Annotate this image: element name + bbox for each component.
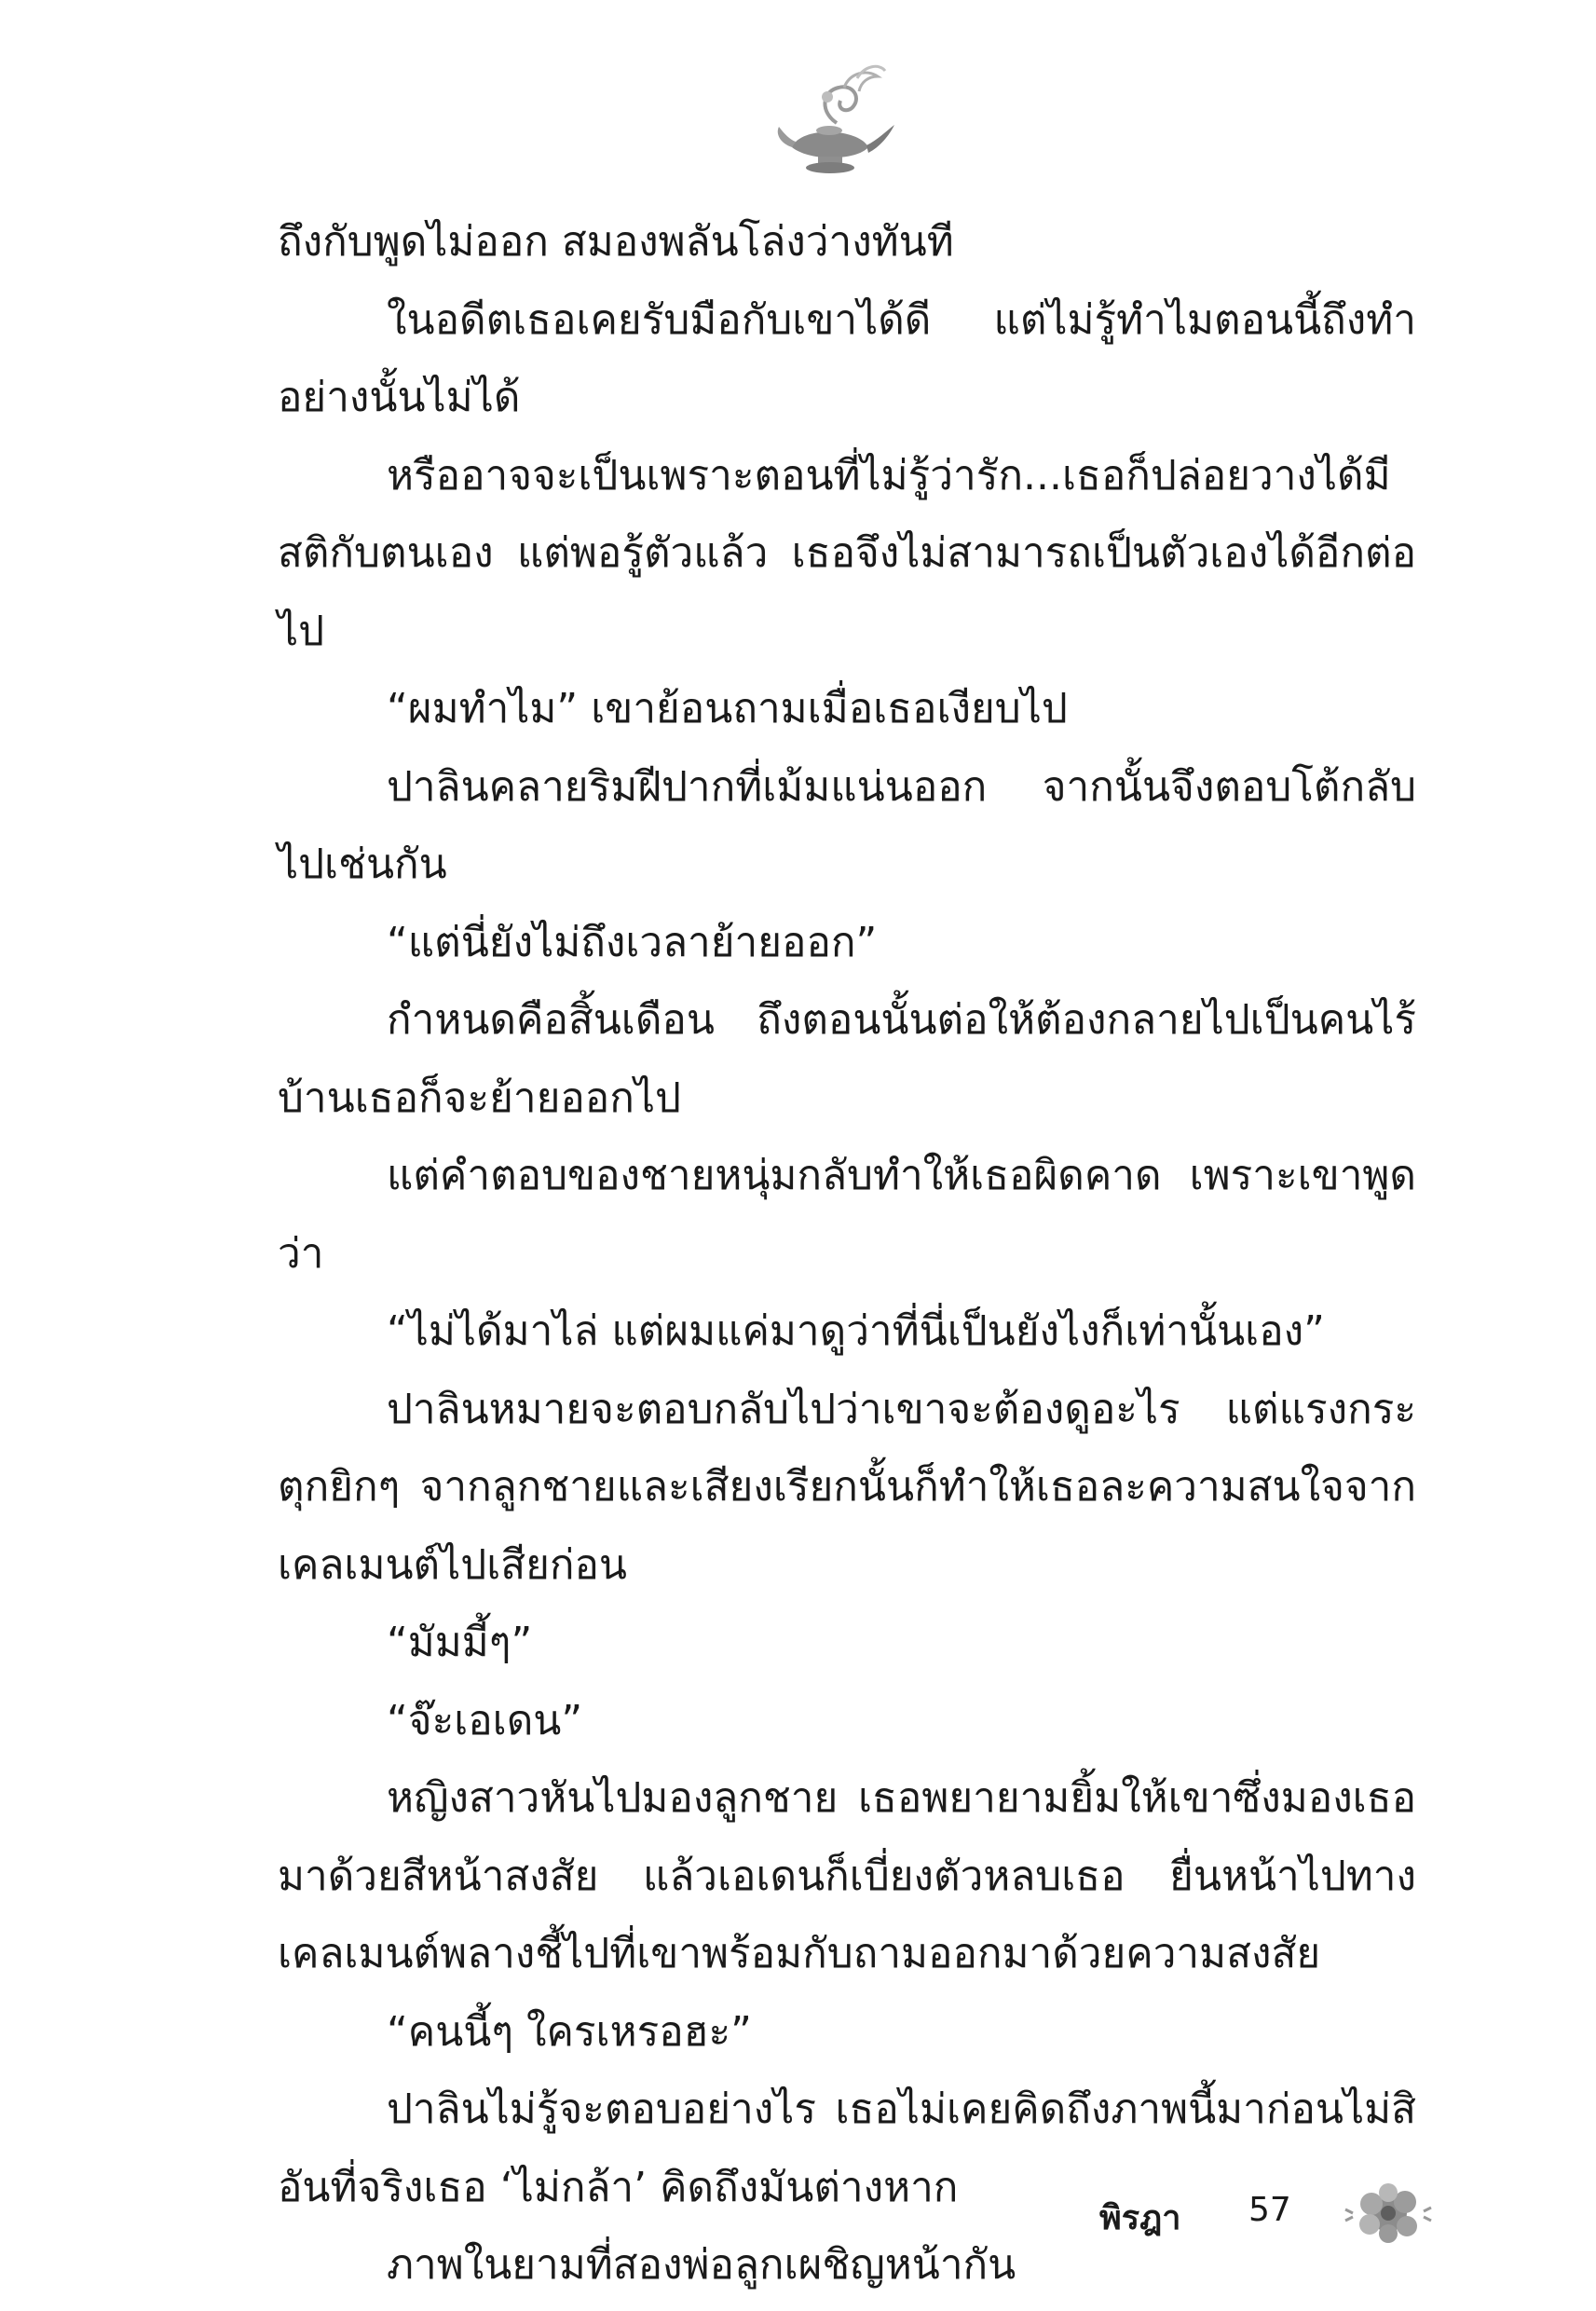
paragraph: ปาลินคลายริมฝีปากที่เม้มแน่นออก จากนั้นจึงตอบโต้กลับไปเช่นกัน — [278, 762, 1416, 888]
paragraph: ปาลินไม่รู้จะตอบอย่างไร เธอไม่เคยคิดถึงภาพนี้มาก่อนไม่สิ อันที่จริงเธอ ‘ไม่กล้า’ คิดถึงมันต่างหาก — [278, 2085, 1416, 2211]
page-footer — [1099, 2176, 1472, 2260]
genie-lamp-icon — [764, 56, 904, 196]
paragraph: กำหนดคือสิ้นเดือน ถึงตอนนั้นต่อให้ต้องกลายไปเป็นคนไร้บ้านเธอก็จะย้ายออกไป — [278, 996, 1416, 1122]
paragraph: “ไม่ได้มาไล่ แต่ผมแค่มาดูว่าที่นี่เป็นยังไงก็เท่านั้นเอง” — [387, 1307, 1325, 1355]
paragraph: “แต่นี่ยังไม่ถึงเวลาย้ายออก” — [387, 918, 878, 966]
paragraph: ปาลินหมายจะตอบกลับไปว่าเขาจะต้องดูอะไร แต่แรงกระตุกยิกๆ จากลูกชายและเสียงเรียกนั้นก็ทำให้เธอละความสนใจจากเคลเมนต์ไปเสียก่อน — [278, 1385, 1416, 1589]
paragraph: หญิงสาวหันไปมองลูกชาย เธอพยายามยิ้มให้เขาซึ่งมองเธอมาด้วยสีหน้าสงสัย แล้วเอเดนก็เบี่ยงตัวหลบเธอ ยื่นหน้าไปทางเคลเมนต์พลางชี้ไปที่เขาพร้อมกับถามออกมาด้วยความสงสัย — [278, 1774, 1416, 1977]
page-number: 57 — [1248, 2191, 1291, 2229]
paragraph: หรืออาจจะเป็นเพราะตอนที่ไม่รู้ว่ารัก...เธอก็ปล่อยวางได้มีสติกับตนเอง แต่พอรู้ตัวแล้ว เธอจึงไม่สามารถเป็นตัวเองได้อีกต่อไป — [278, 451, 1416, 655]
running-title: พิรฎา — [1099, 2199, 1181, 2237]
paragraph: “จ๊ะเอเดน” — [387, 1696, 583, 1744]
paragraph: แต่คำตอบของชายหนุ่มกลับทำให้เธอผิดคาด เพราะเขาพูดว่า — [278, 1152, 1416, 1278]
paragraph: “มัมมี้ๆ” — [387, 1619, 533, 1666]
paragraph: “คนนี้ๆ ใครเหรอฮะ” — [387, 2007, 752, 2056]
story-text — [278, 203, 1416, 2304]
paragraph: “ผมทำไม” เขาย้อนถามเมื่อเธอเงียบไป — [387, 685, 1068, 732]
paragraph: ถึงกับพูดไม่ออก สมองพลันโล่งว่างทันที — [278, 218, 954, 266]
paragraph: ภาพในยามที่สองพ่อลูกเผชิญหน้ากัน — [387, 2241, 1016, 2289]
paragraph: ในอดีตเธอเคยรับมือกับเขาได้ดี แต่ไม่รู้ทำไมตอนนี้ถึงทำอย่างนั้นไม่ได้ — [278, 295, 1416, 421]
flower-icon — [1344, 2176, 1433, 2250]
